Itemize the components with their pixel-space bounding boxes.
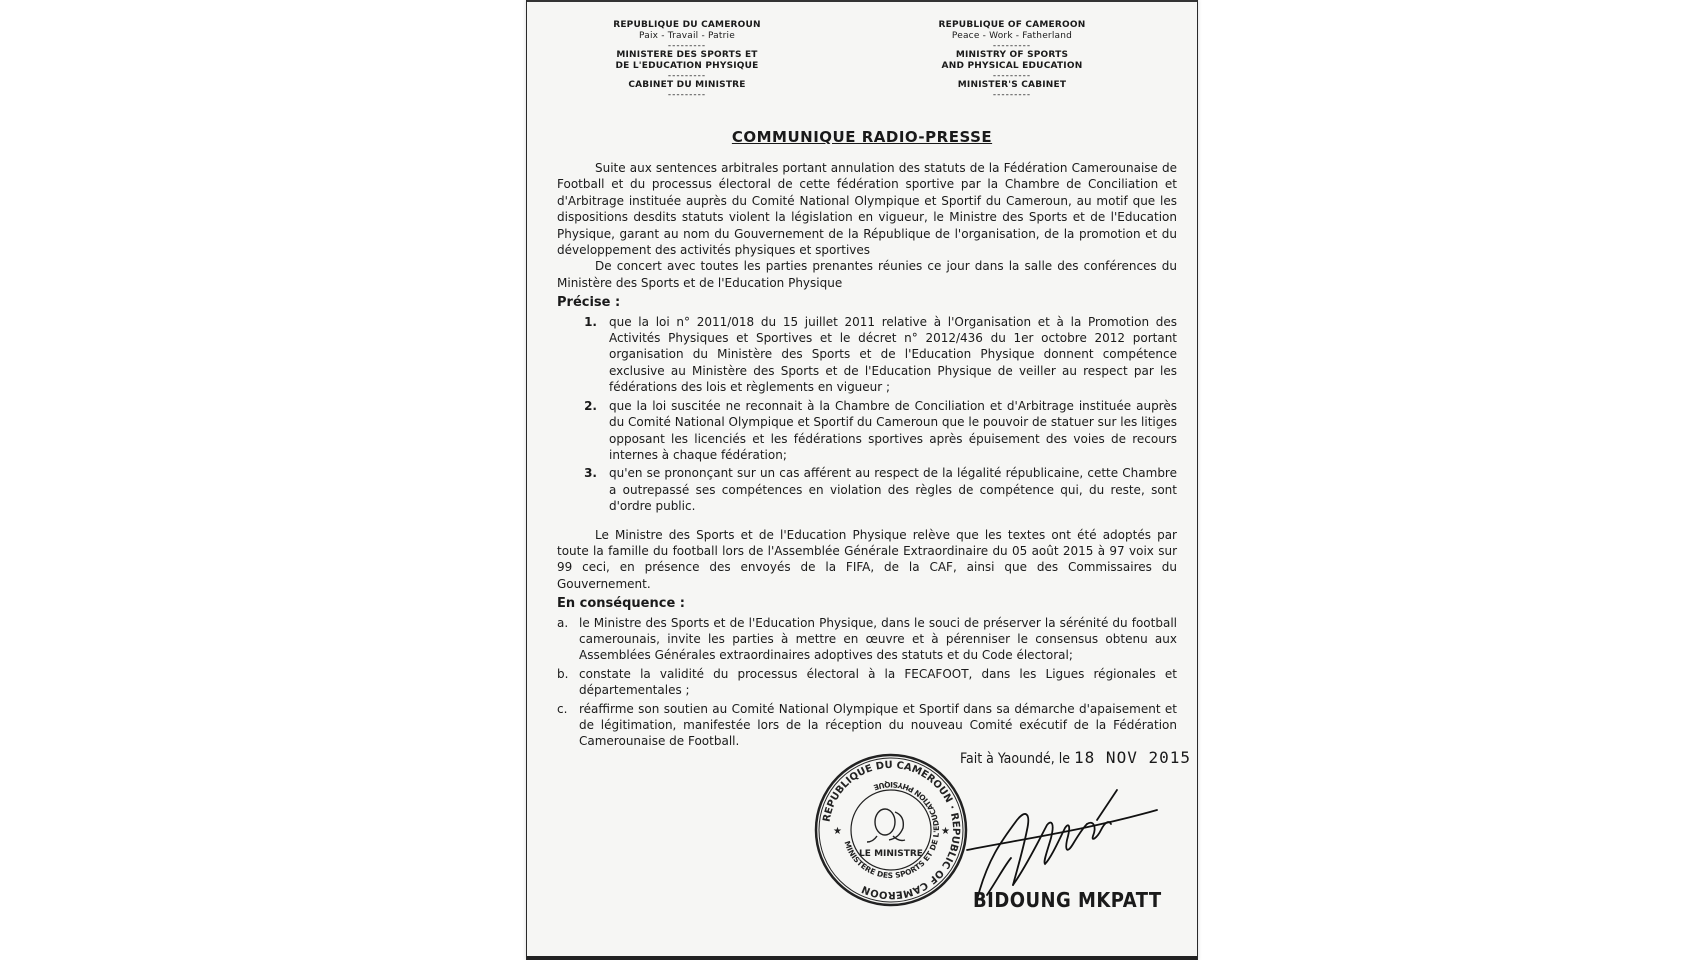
list-item-letter: c.: [557, 701, 568, 716]
list-item: [557, 314, 1177, 396]
consequence-heading: En conséquence :: [557, 596, 685, 612]
list-item-letter: a.: [557, 615, 569, 630]
header-left-divider-3: ---------: [667, 90, 707, 100]
header-right-divider-3: ---------: [992, 90, 1032, 100]
list-item-number: 1.: [584, 314, 597, 329]
signatory-name: BIDOUNG MKPATT: [973, 888, 1162, 912]
svg-text:★: ★: [833, 826, 842, 837]
header-left-ministry-line2: DE L'EDUCATION PHYSIQUE: [615, 61, 759, 71]
list-item-text: le Ministre des Sports et de l'Education Physique, dans le souci de préserver la sérénité du football camerounais, invite les parties à mettre en œuvre et à pérenniser le consensus obtenu aux Assemblées Générales extraordinaires adoptives des statuts et du Code électoral;: [579, 615, 1177, 663]
list-item-text: qu'en se prononçant sur un cas afférent au respect de la légalité républicaine, cette Chambre a outrepassé ses compétences en violation des règles de compétence qui, du reste, sont d'ordre public.: [609, 466, 1177, 514]
official-seal-icon: [813, 752, 969, 908]
seal-outer-text: REPUBLIQUE DU CAMEROUN · REPUBLIC OF CAMEROON: [821, 759, 962, 901]
date-line: [960, 748, 1191, 767]
list-item: [557, 615, 1177, 664]
list-item-number: 3.: [584, 466, 597, 481]
list-item: [557, 666, 1177, 699]
header-right-ministry-line2: AND PHYSICAL EDUCATION: [941, 61, 1083, 71]
header-left-motto: Paix - Travail - Patrie: [639, 31, 735, 41]
middle-paragraph: Le Ministre des Sports et de l'Education Physique relève que les textes ont été adoptés par toute la famille du football lors de l'Assemblée Générale Extraordinaire du 05 août 2015 à 97 voix sur 99 ceci, en présence des envoyés de la FIFA, de la CAF, ainsi que des Commissaires du Gouvernement.: [557, 527, 1177, 591]
seal-center-text: LE MINISTRE: [859, 849, 923, 859]
header-right-divider: ---------: [992, 41, 1032, 51]
header-right-divider-2: ---------: [992, 71, 1032, 81]
header-right-cabinet: MINISTER'S CABINET: [957, 80, 1067, 90]
document-page: [526, 0, 1198, 960]
header-right-ministry-line1: MINISTRY OF SPORTS: [955, 50, 1069, 60]
header-right: [897, 20, 1127, 99]
header-right-motto: Peace - Work - Fatherland: [951, 31, 1073, 41]
date-stamp: 18 NOV 2015: [1074, 748, 1191, 767]
header-left-country: REPUBLIQUE DU CAMEROUN: [613, 20, 761, 30]
list-item: [557, 465, 1177, 514]
svg-text:MINISTERE DES SPORTS ET DE L'E: [842, 780, 941, 880]
intro-paragraph-2: De concert avec toutes les parties prenantes réunies ce jour dans la salle des conférences du Ministère des Sports et de l'Education Physique: [557, 259, 1177, 290]
list-item-letter: b.: [557, 666, 569, 681]
document-title: COMMUNIQUE RADIO-PRESSE: [731, 128, 993, 146]
list-item-text: que la loi n° 2011/018 du 15 juillet 2011 relative à l'Organisation et à la Promotion des Activités Physiques et Sportives et le décret n° 2012/436 du 1er octobre 2012 portant organisation du Ministère des Sports et de l'Education Physique donnent compétence exclusive au Ministère des Sports et de l'Education Physique de veiller au respect par les fédérations des lois et règlements en vigueur ;: [609, 314, 1177, 395]
header-left: [572, 20, 802, 99]
list-item-text: que la loi suscitée ne reconnait à la Chambre de Conciliation et d'Arbitrage instituée auprès du Comité National Olympique et Sportif du Cameroun que le pouvoir de statuer sur les litiges opposant les licenciés et les fédérations sportives après épuisement des voies de recours internes à chaque fédération;: [609, 398, 1177, 462]
intro-paragraph-1: Suite aux sentences arbitrales portant annulation des statuts de la Fédération Camerounaise de Football et du processus électoral de cette fédération sportive par la Chambre de Conciliation et d'Arbitrage instituée auprès du Comité National Olympique et Sportif du Cameroun, au motif que les dispositions desdits statuts violent la législation en vigueur, le Ministre des Sports et de l'Education Physique, garant au nom du Gouvernement de la République de l'organisation, de la promotion et du développement des activités physiques et sportives: [557, 161, 1177, 258]
list-item-text: constate la validité du processus électoral à la FECAFOOT, dans les Ligues régionales et départementales ;: [579, 666, 1177, 698]
list-item: [557, 398, 1177, 464]
header-left-divider: ---------: [667, 41, 707, 51]
header-right-country: REPUBLIQUE OF CAMEROON: [938, 20, 1086, 30]
svg-text:★: ★: [941, 826, 950, 837]
header-left-divider-2: ---------: [667, 71, 707, 81]
date-prefix: Fait à Yaoundé, le: [960, 751, 1071, 767]
list-item: [557, 701, 1177, 750]
header-left-ministry-line1: MINISTERE DES SPORTS ET: [616, 50, 758, 60]
seal-inner-text: MINISTERE DES SPORTS ET DE L'EDUCATION PHYSIQUE: [842, 779, 942, 881]
list-item-text: réaffirme son soutien au Comité National Olympique et Sportif dans sa démarche d'apaisement et de légitimation, manifestée lors de la réception du nouveau Comité exécutif de la Fédération Camerounaise de Football.: [579, 701, 1177, 749]
document-body: [557, 160, 1177, 752]
precise-heading: Précise :: [557, 295, 621, 311]
header-left-cabinet: CABINET DU MINISTRE: [628, 80, 746, 90]
list-item-number: 2.: [584, 398, 597, 413]
